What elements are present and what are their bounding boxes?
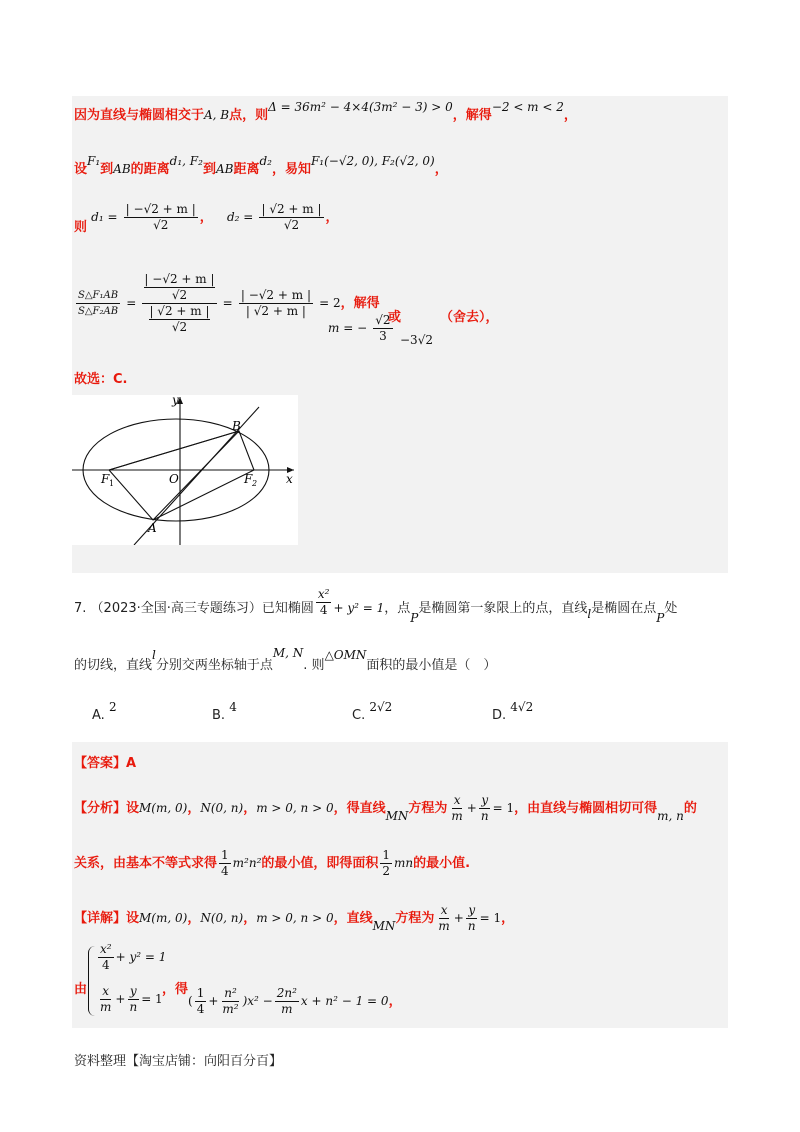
text: ， [243,801,257,816]
denominator: n [467,919,476,933]
math-range: −2 < m < 2 [491,100,564,114]
math: l [587,607,592,621]
numerator: x [102,984,110,998]
text: 到 [100,162,114,177]
denominator: √2 [153,218,169,232]
fraction-ellipse [316,587,332,618]
rhs: = 1 [492,801,515,815]
denominator: S△F₂AB [78,306,119,317]
math: N(0, n) [200,801,244,815]
text: ， [187,911,201,926]
denominator: m [438,919,450,933]
math: AB [215,162,234,176]
text: ，直线 [333,911,373,926]
math: m²n² [232,856,262,870]
denominator: 4 [101,958,110,972]
ellipse-figure [72,395,298,545]
solution-line-2 [74,154,448,177]
option-b[interactable] [212,700,237,723]
option-value: 2 [108,700,117,714]
fraction-simplified [239,288,313,319]
label-F2: F [244,472,253,486]
option-a[interactable] [92,700,117,723]
text: 距离 [233,162,260,177]
equals: = [222,296,233,310]
text: 【分析】设 [74,801,140,816]
denominator: 3 [379,329,387,343]
choice-line: 故选：C. [74,372,128,387]
numerator: 1 [382,848,391,862]
denominator: 4 [196,1002,205,1016]
system-brace [88,946,95,1016]
fraction-x-m [98,984,113,1015]
math: AB [113,162,131,176]
math: F₁ [87,154,101,168]
denominator: m [451,809,463,823]
plus: + [115,992,126,1006]
system-result [188,986,402,1017]
text: 的切线，直线 [74,658,153,673]
math: M(m, 0) [139,801,188,815]
math: MN [385,809,409,823]
numerator: y [129,984,137,998]
text: ，点 [384,601,411,616]
fraction-compound [142,272,216,335]
text: 【详解】设 [74,911,140,926]
text: ， [434,162,448,177]
text: ， [563,108,577,123]
text: 分别交两坐标轴于点 [155,658,273,673]
numerator: S△F₁AB [76,288,120,304]
text: 是椭圆在点 [591,601,657,616]
math: N(0, n) [200,911,244,925]
text: . 则 [303,658,325,673]
alt-solution: −3√2 [400,333,433,347]
math: l [152,648,156,662]
solution-line-1 [74,100,577,123]
denominator: 2 [382,864,391,878]
text: ， [187,801,201,816]
fraction-x-m [449,793,464,824]
fraction-y-n [479,793,491,824]
math: m = − [328,321,368,335]
system-get: ，得 [162,982,189,997]
text: 是椭圆第一象限上的点，直线 [418,601,588,616]
inner-numerator: | √2 + m | [149,304,210,318]
result: = 2 [319,296,341,310]
option-c[interactable] [352,700,393,723]
label-F2-sub: 2 [252,479,258,488]
option-letter: A. [92,708,105,723]
math: A, B [204,108,230,122]
numerator: x² [317,587,330,601]
math: △OMN [324,648,367,662]
math: m > 0, n > 0 [256,911,334,925]
label-A: A [148,521,157,535]
fraction-x2-4 [98,942,114,973]
math: d₂ [259,154,272,168]
inner-denominator: √2 [171,320,188,334]
numerator: | −√2 + m | [125,202,196,216]
math: M, N [272,646,304,660]
option-value: 4√2 [510,700,534,714]
math: m, n [657,809,684,823]
denominator: m [100,1000,112,1014]
plus: + [453,911,464,925]
text: 点，则 [229,108,269,123]
question-line-1 [74,587,678,625]
fraction-d1 [124,202,198,233]
option-value: 4 [229,700,237,714]
discard-text: （舍去）， [440,310,499,325]
math-delta: Δ = 36m² − 4×4(3m² − 3) > 0 [268,100,453,114]
rhs: = 1 [479,911,502,925]
question-number: 7. [74,601,87,616]
fraction-y-n [466,903,478,934]
label-B: B [232,419,241,433]
text: ， [325,210,339,225]
text: 则 [74,220,88,235]
answer-line: 【答案】A [74,756,137,771]
option-letter: B. [212,708,226,723]
fraction-n2-m2 [220,986,240,1017]
fraction-area-ratio [76,288,120,319]
figure-svg [72,395,298,545]
label-F1-sub: 1 [109,479,115,488]
math: M(m, 0) [139,911,188,925]
text: 关系，由基本不等式求得 [74,856,218,871]
math: mn [394,856,414,870]
math: d₁ = [91,210,118,224]
option-letter: D. [492,708,507,723]
label-O: O [169,472,179,486]
option-value: 2√2 [369,700,393,714]
math: + y² = 1 [115,950,167,964]
math: P [656,611,665,625]
question-source: （2023·全国·高三专题练习）已知椭圆 [90,601,314,616]
numerator: | √2 + m | [261,202,322,216]
numerator: y [468,903,476,917]
numerator: √2 [375,313,391,327]
rhs: = 1 [141,992,163,1006]
denominator: n [480,809,489,823]
text: ， [243,911,257,926]
equals: = [126,296,137,310]
text: 设 [74,162,88,177]
text: 处 [664,601,678,616]
inner-denominator: √2 [171,288,188,302]
fraction-2n2-m [275,986,299,1017]
denominator: m² [222,1002,239,1016]
solution-line-3 [74,202,339,233]
question-line-2 [74,646,497,673]
denominator: | √2 + m | [245,304,306,318]
fraction-d2 [259,202,323,233]
fraction-y-n [127,984,139,1015]
analysis-line-2 [74,848,470,879]
system-row-1 [96,942,166,973]
text: ， [388,994,402,1009]
inner-numerator: | −√2 + m | [144,272,215,286]
math: x + n² − 1 = 0 [300,994,389,1008]
fraction-1-4 [195,986,207,1017]
numerator: x [440,903,448,917]
text: ， [199,210,213,225]
text: 方程为 [408,801,448,816]
math: MN [372,919,396,933]
math: m > 0, n > 0 [256,801,334,815]
numerator: x² [100,942,112,956]
denominator: 4 [319,603,328,617]
numerator: | −√2 + m | [240,288,311,302]
text: 的最小值，即得面积 [261,856,379,871]
text: 面积的最小值是（ ） [366,658,497,673]
text: 方程为 [395,911,435,926]
numerator: 1 [196,986,205,1000]
denominator: n [129,1000,138,1014]
footer-text: 资料整理【淘宝店铺：向阳百分百】 [74,1054,283,1069]
denominator: 4 [221,864,229,878]
math-foci: F₁(−√2, 0), F₂(√2, 0) [310,154,435,168]
fraction-quarter [219,848,231,879]
text: 因为直线与椭圆相交于 [74,108,205,123]
analysis-line-1 [74,793,697,824]
text: ， [501,911,515,926]
numerator: 2n² [276,986,297,1000]
solution-values [328,313,395,344]
detail-line-1 [74,903,514,934]
math: d₁, F₂ [169,154,203,168]
math: )x² − [242,994,273,1008]
text: 的 [683,801,697,816]
paren: ( [188,994,193,1008]
text: ，易知 [271,162,311,177]
fraction-half [380,848,392,879]
plus: + [208,994,219,1008]
math: d₂ = [226,210,254,224]
numerator: x [453,793,461,807]
quadrilateral-F1BF2A [109,431,254,520]
plus: + [466,801,477,815]
option-d[interactable] [492,700,534,723]
system-row-2 [96,984,163,1015]
text: 的最小值. [413,856,471,871]
system-by: 由 [74,982,88,997]
numerator: y [481,793,489,807]
math: P [410,611,419,625]
text: 到 [202,162,216,177]
label-F1: F [101,472,110,486]
numerator: 1 [221,848,229,862]
numerator [142,272,216,304]
text: ，解得 [452,108,492,123]
text: ，由直线与椭圆相切可得 [514,801,658,816]
numerator: n² [224,986,237,1000]
or-text: 或 [388,310,402,325]
text: 的距离 [130,162,170,177]
math: + y² = 1 [333,601,385,615]
label-x: x [286,472,293,486]
denominator: m [281,1002,293,1016]
option-letter: C. [352,708,366,723]
text: ，解得 [340,296,380,311]
label-y: y [172,395,179,407]
denominator [147,304,211,335]
text: ，得直线 [333,801,386,816]
denominator: √2 [283,218,300,232]
fraction-x-m [436,903,451,934]
